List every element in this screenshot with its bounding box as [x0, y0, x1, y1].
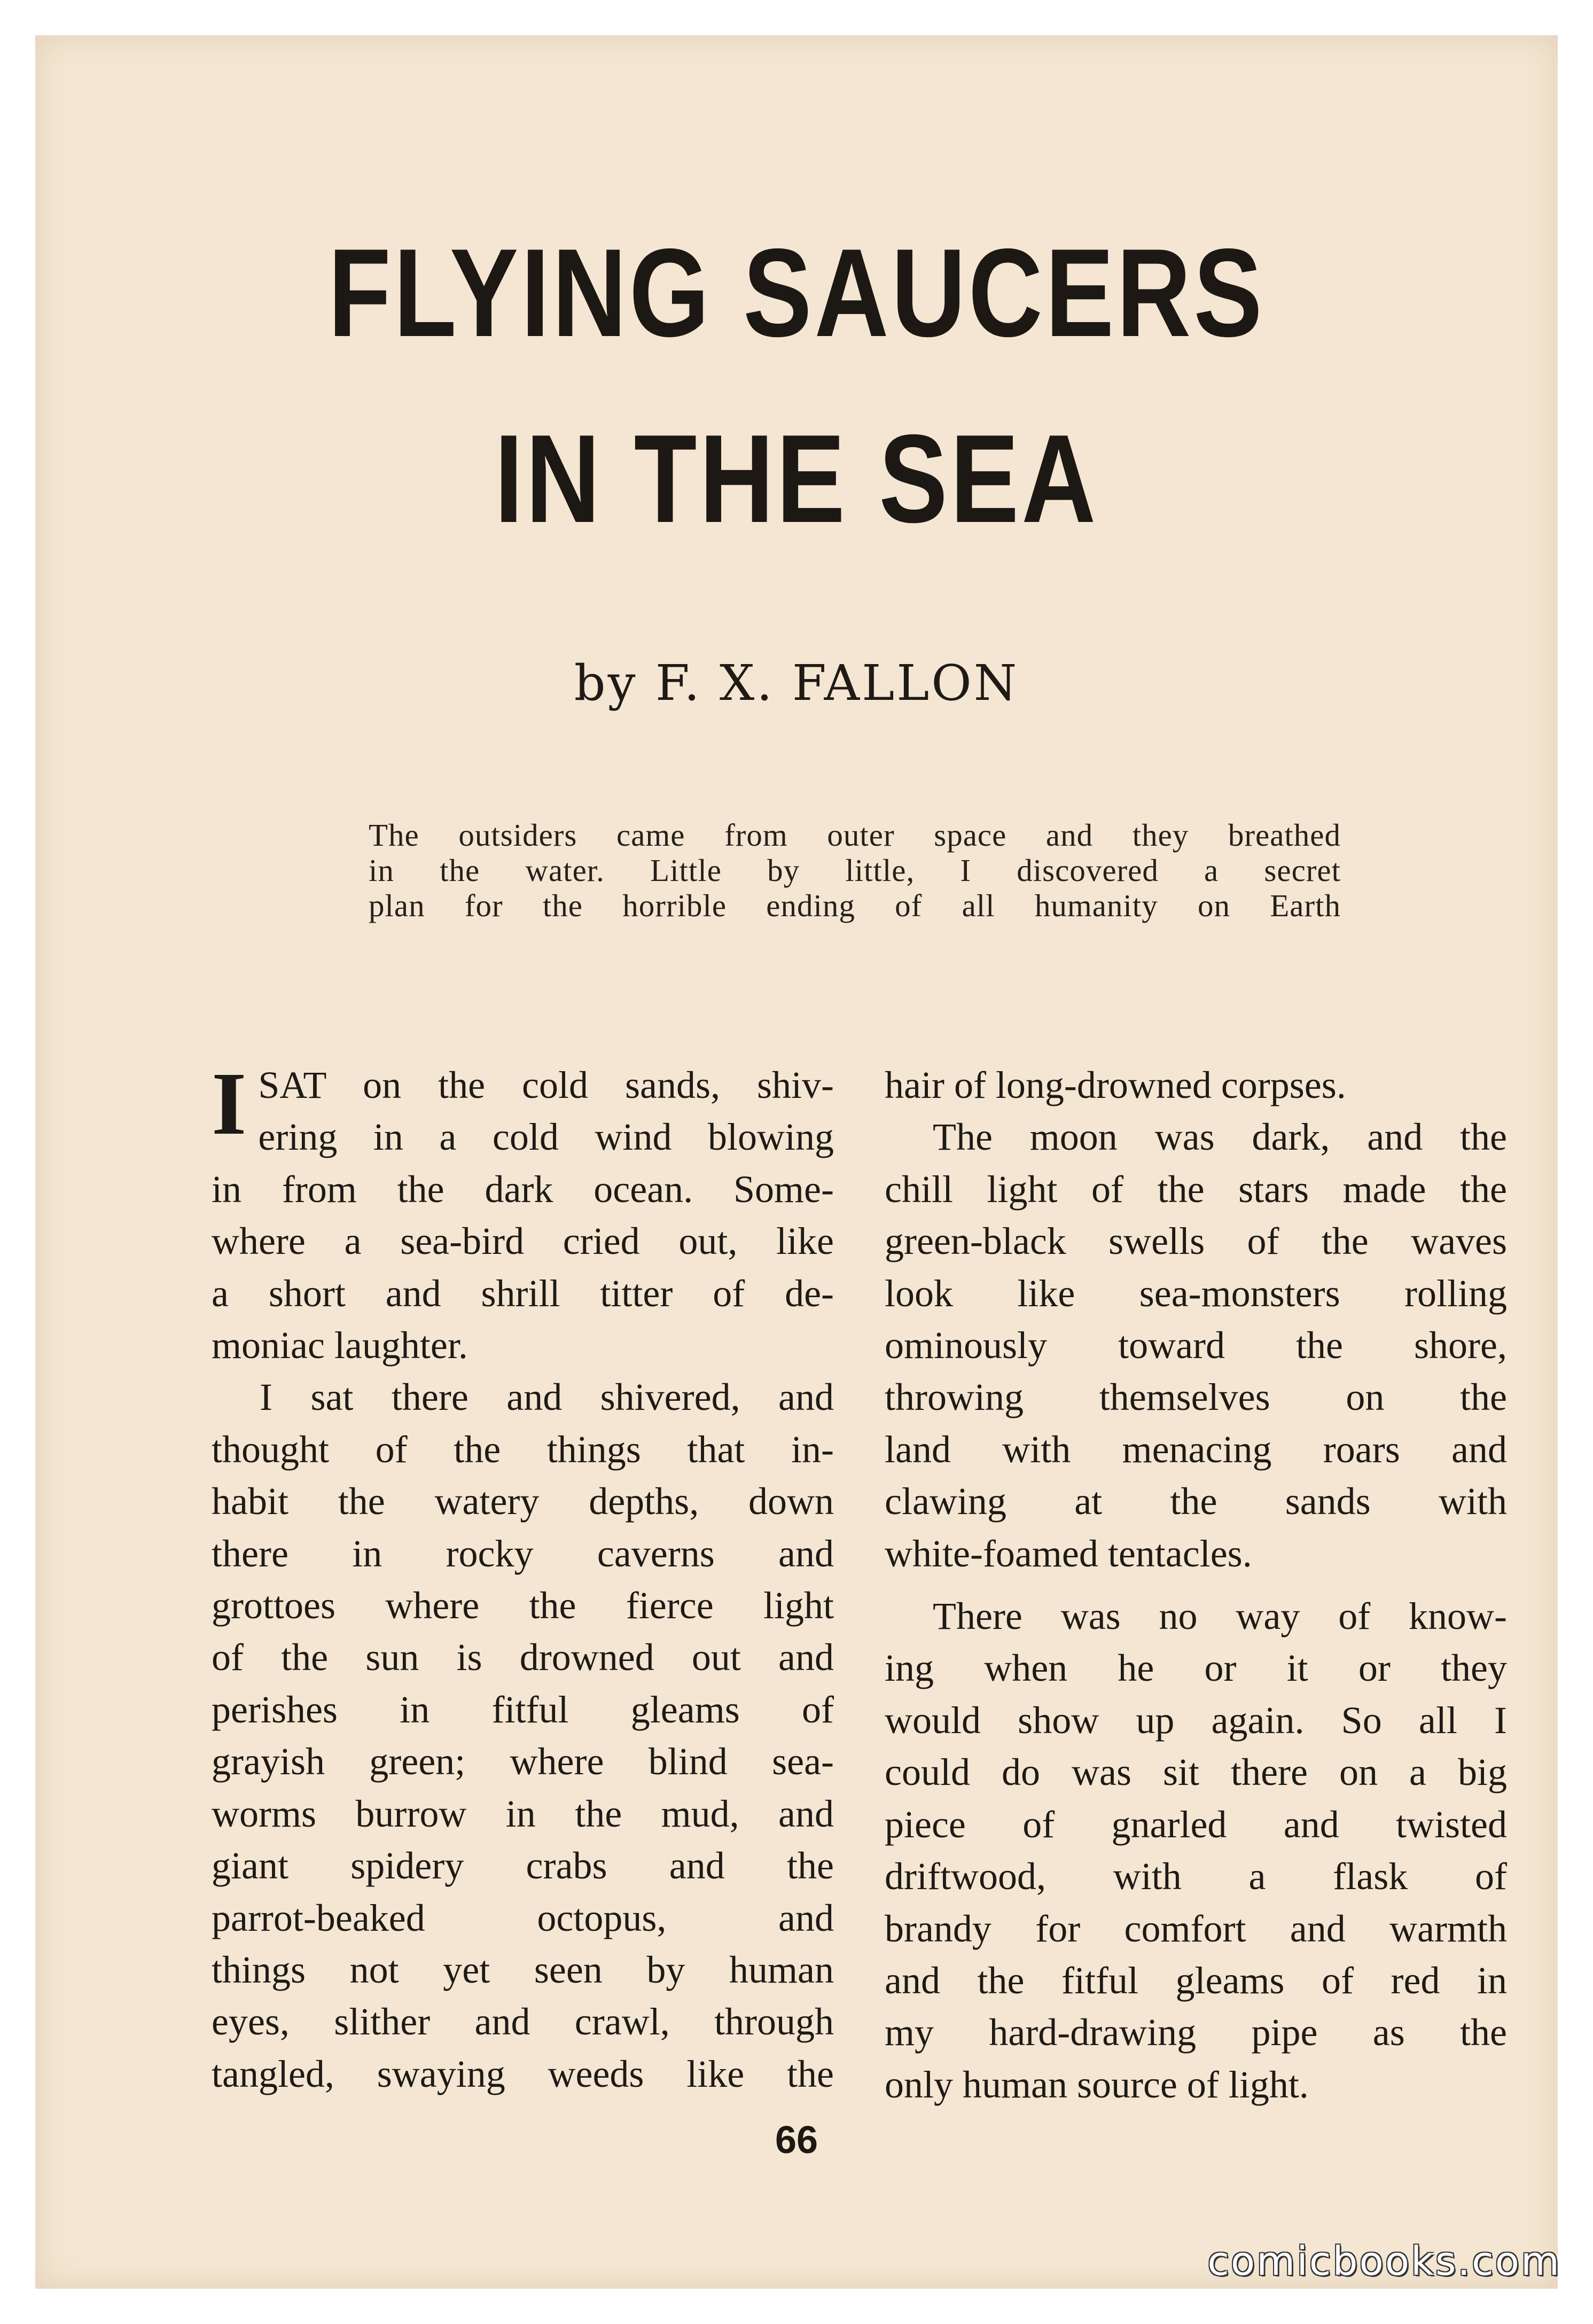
text-line: of the sun is drowned out and — [212, 1636, 834, 1679]
text-line: brandy for comfort and warmth — [885, 1907, 1507, 1950]
text-line: habit the watery depths, down — [212, 1480, 834, 1523]
text-line: ering in a cold wind blowing — [258, 1116, 834, 1159]
text-line: things not yet seen by human — [212, 1948, 834, 1991]
text-line: could do was sit there on a big — [885, 1751, 1507, 1794]
text-line: clawing at the sands with — [885, 1480, 1507, 1523]
text-line: worms burrow in the mud, and — [212, 1792, 834, 1835]
text-line: only human source of light. — [885, 2063, 1309, 2106]
text-line: white-foamed tentacles. — [885, 1532, 1252, 1575]
text-line: tangled, swaying weeds like the — [212, 2052, 834, 2095]
deck-line: The outsiders came from outer space and they breathed — [369, 817, 1341, 853]
title-line-2: IN THE SEA — [494, 408, 1099, 549]
text-line: hair of long-drowned corpses. — [885, 1064, 1346, 1106]
text-line: The moon was dark, and the — [933, 1116, 1507, 1159]
text-line: a short and shrill titter of de- — [212, 1272, 834, 1315]
deck-line: in the water. Little by little, I discovered a secret — [369, 853, 1341, 888]
text-line: There was no way of know- — [933, 1595, 1507, 1638]
text-line: land with menacing roars and — [885, 1428, 1507, 1471]
text-line: ominously toward the shore, — [885, 1324, 1507, 1367]
text-line: throwing themselves on the — [885, 1376, 1507, 1419]
article-deck — [369, 817, 1341, 923]
deck-line: plan for the horrible ending of all humanity on Earth — [369, 888, 1341, 923]
text-line: would show up again. So all I — [885, 1698, 1507, 1742]
text-line: look like sea-monsters rolling — [885, 1272, 1507, 1315]
right-column — [885, 1059, 1507, 2111]
watermark: comicbooks.com — [1207, 2239, 1561, 2284]
text-line: moniac laughter. — [212, 1324, 468, 1367]
text-line: grayish green; where blind sea- — [212, 1740, 834, 1783]
text-line: driftwood, with a flask of — [885, 1855, 1507, 1898]
text-line: my hard-drawing pipe as the — [885, 2011, 1507, 2054]
text-line: parrot-beaked octopus, and — [212, 1896, 834, 1939]
byline: by F. X. FALLON — [574, 654, 1019, 712]
page-number: 66 — [775, 2119, 818, 2162]
text-line: giant spidery crabs and the — [212, 1844, 834, 1888]
text-line: in from the dark ocean. Some- — [212, 1167, 834, 1211]
text-line: green-black swells of the waves — [885, 1220, 1507, 1263]
text-line: piece of gnarled and twisted — [885, 1803, 1507, 1846]
text-line: perishes in fitful gleams of — [212, 1688, 834, 1731]
text-line: there in rocky caverns and — [212, 1532, 834, 1575]
text-line: chill light of the stars made the — [885, 1167, 1507, 1211]
text-line: grottoes where the fierce light — [212, 1584, 834, 1627]
text-line: ing when he or it or they — [885, 1647, 1507, 1690]
left-column — [212, 1054, 834, 2100]
drop-cap: I — [212, 1054, 247, 1153]
text-line: where a sea-bird cried out, like — [212, 1220, 834, 1263]
text-line: and the fitful gleams of red in — [885, 1959, 1507, 2002]
text-line: I sat there and shivered, and — [260, 1376, 834, 1419]
text-line: SAT on the cold sands, shiv- — [258, 1064, 834, 1106]
text-line: eyes, slither and crawl, through — [212, 2000, 834, 2044]
text-line: thought of the things that in- — [212, 1428, 834, 1471]
title-line-1: FLYING SAUCERS — [328, 222, 1265, 363]
